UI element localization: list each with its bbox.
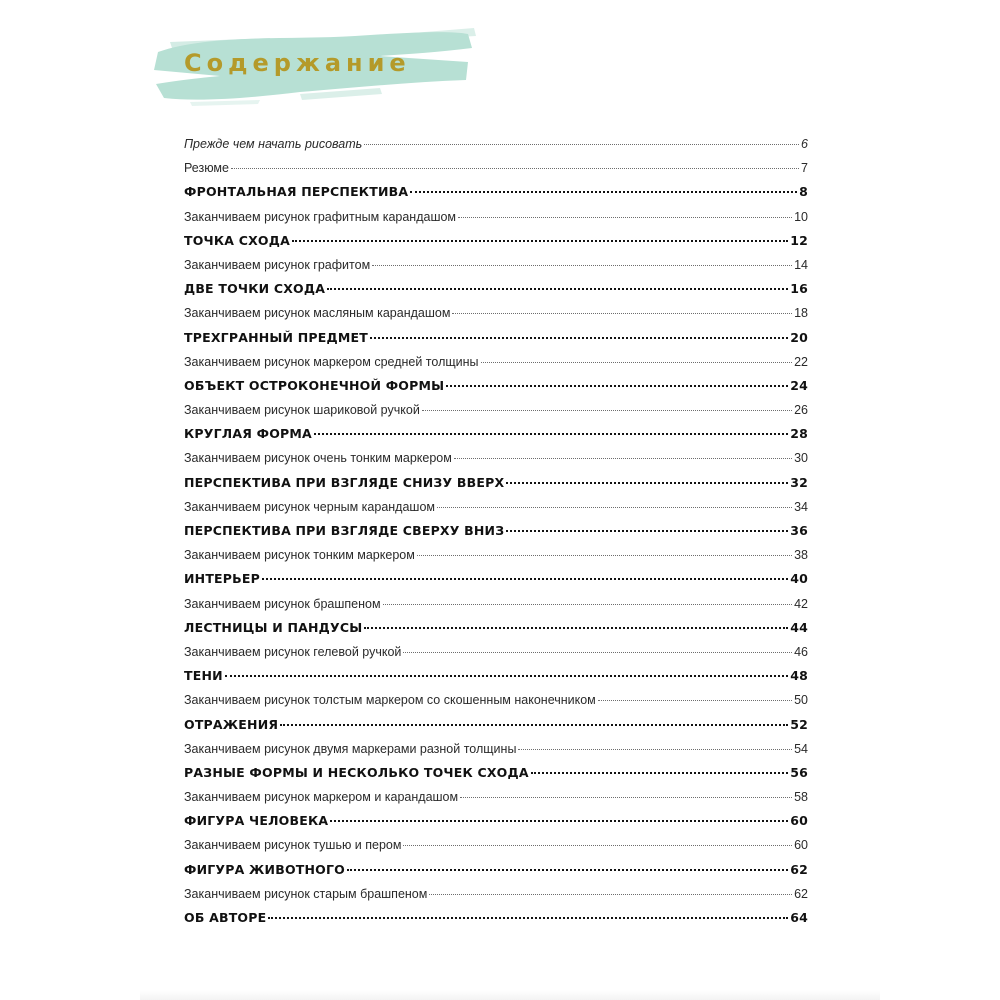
toc-entry-label: ТОЧКА СХОДА [184,232,290,248]
toc-page-number: 16 [790,281,808,297]
toc-chapter-entry [184,809,808,833]
toc-chapter-entry [184,471,808,495]
toc-entry-label: Заканчиваем рисунок графитным карандашом [184,209,457,224]
toc-entry-label: КРУГЛАЯ ФОРМА [184,426,312,442]
toc-dot-leader [327,287,788,290]
toc-subsection-entry [184,833,808,857]
toc-dot-leader [454,457,792,459]
toc-dot-leader [280,723,788,726]
toc-dot-leader [417,554,792,556]
toc-entry-label: Заканчиваем рисунок шариковой ручкой [184,403,420,418]
toc-page-number: 32 [790,474,808,490]
toc-entry-label: Заканчиваем рисунок тонким маркером [184,548,415,563]
toc-dot-leader [531,771,789,774]
toc-dot-leader [364,626,788,629]
toc-dot-leader [403,651,792,653]
toc-subsection-entry [184,785,808,809]
toc-entry-label: Заканчиваем рисунок старым брашпеном [184,886,428,901]
toc-page-number: 56 [790,764,808,780]
toc-dot-leader [437,506,792,508]
toc-chapter-entry [184,519,808,543]
toc-subsection-entry [184,398,808,422]
toc-page-number: 38 [794,548,808,563]
toc-chapter-entry [184,229,808,253]
toc-page-number: 44 [790,619,808,635]
toc-subsection-entry [184,543,808,567]
page-bottom-edge [140,990,880,1000]
toc-dot-leader [452,312,792,314]
toc-page-number: 10 [794,209,808,224]
toc-chapter-entry [184,906,808,930]
toc-subsection-entry [184,132,808,156]
toc-dot-leader [314,432,788,435]
toc-page-number: 36 [790,523,808,538]
toc-page-number: 60 [790,813,808,829]
toc-entry-label: ФРОНТАЛЬНАЯ ПЕРСПЕКТИВА [184,184,409,200]
toc-entry-label: Заканчиваем рисунок маркером и карандашом [184,790,459,805]
toc-page-number: 28 [790,426,808,442]
toc-page-number: 18 [794,306,808,321]
toc-dot-leader [292,239,788,242]
toc-dot-leader [372,264,792,266]
toc-page-number: 54 [794,741,808,756]
toc-dot-leader [347,868,788,871]
toc-entry-label: ФИГУРА ЖИВОТНОГО [184,861,345,877]
toc-page-number: 52 [790,716,808,732]
toc-entry-label: ТРЕХГРАННЫЙ ПРЕДМЕТ [184,329,368,345]
toc-chapter-entry [184,858,808,882]
toc-entry-label: ФИГУРА ЧЕЛОВЕКА [184,813,329,829]
toc-chapter-entry [184,180,808,204]
toc-subsection-entry [184,882,808,906]
toc-subsection-entry [184,350,808,374]
toc-page-number: 34 [794,499,808,514]
toc-dot-leader [458,216,792,218]
table-of-contents [184,132,808,930]
toc-chapter-entry [184,374,808,398]
toc-page-number: 46 [794,644,808,659]
toc-dot-leader [383,603,793,605]
toc-page-number: 42 [794,596,808,611]
toc-entry-label: Заканчиваем рисунок масляным карандашом [184,306,451,321]
toc-subsection-entry [184,253,808,277]
toc-chapter-entry [184,713,808,737]
toc-dot-leader [460,796,792,798]
toc-dot-leader [429,893,792,895]
toc-subsection-entry [184,156,808,180]
toc-chapter-entry [184,761,808,785]
toc-page-number: 62 [794,886,808,901]
toc-entry-label: ДВЕ ТОЧКИ СХОДА [184,281,326,297]
toc-subsection-entry [184,737,808,761]
toc-chapter-entry [184,277,808,301]
toc-entry-label: ОТРАЖЕНИЯ [184,716,279,732]
toc-page-number: 60 [794,838,808,853]
toc-page-number: 22 [794,354,808,369]
toc-dot-leader [364,143,799,145]
toc-page-number: 20 [790,329,808,345]
toc-page-number: 40 [790,571,808,587]
toc-page-number: 7 [801,161,808,176]
toc-dot-leader [403,844,792,846]
toc-entry-label: РАЗНЫЕ ФОРМЫ И НЕСКОЛЬКО ТОЧЕК СХОДА [184,764,529,780]
toc-dot-leader [481,361,793,363]
toc-entry-label: Прежде чем начать рисовать [184,137,363,151]
toc-subsection-entry [184,640,808,664]
toc-entry-label: ЛЕСТНИЦЫ И ПАНДУСЫ [184,619,363,635]
toc-dot-leader [410,190,797,193]
toc-page-number: 64 [790,910,808,925]
toc-dot-leader [506,481,788,484]
toc-page-number: 50 [794,693,808,708]
toc-entry-label: Резюме [184,161,229,176]
toc-chapter-entry [184,616,808,640]
toc-page-number: 48 [790,668,808,684]
toc-subsection-entry [184,688,808,712]
toc-chapter-entry [184,664,808,688]
toc-entry-label: ИНТЕРЬЕР [184,571,260,587]
toc-dot-leader [231,167,799,169]
toc-chapter-entry [184,567,808,591]
toc-entry-label: Заканчиваем рисунок маркером средней толщины [184,354,479,369]
toc-subsection-entry [184,446,808,470]
toc-page-number: 14 [794,257,808,272]
toc-dot-leader [446,384,788,387]
toc-subsection-entry [184,592,808,616]
toc-entry-label: ПЕРСПЕКТИВА ПРИ ВЗГЛЯДЕ СВЕРХУ ВНИЗ [184,523,505,538]
toc-entry-label: Заканчиваем рисунок тушью и пером [184,838,402,853]
toc-entry-label: Заканчиваем рисунок двумя маркерами разной толщины [184,741,517,756]
toc-dot-leader [598,699,792,701]
toc-entry-label: Заканчиваем рисунок толстым маркером со скошенным наконечником [184,693,596,708]
toc-entry-label: Заканчиваем рисунок брашпеном [184,596,381,611]
toc-dot-leader [506,529,788,532]
toc-entry-label: Заканчиваем рисунок очень тонким маркером [184,451,452,466]
toc-entry-label: ТЕНИ [184,668,223,684]
toc-subsection-entry [184,205,808,229]
toc-chapter-entry [184,422,808,446]
toc-page-number: 26 [794,403,808,418]
toc-entry-label: Заканчиваем рисунок графитом [184,257,371,272]
toc-dot-leader [268,916,788,919]
toc-entry-label: Заканчиваем рисунок гелевой ручкой [184,644,402,659]
toc-chapter-entry [184,326,808,350]
toc-entry-label: ОБ АВТОРЕ [184,910,267,925]
toc-page-number: 8 [799,184,808,200]
toc-entry-label: ПЕРСПЕКТИВА ПРИ ВЗГЛЯДЕ СНИЗУ ВВЕРХ [184,474,505,490]
toc-page-number: 58 [794,790,808,805]
toc-page-number: 30 [794,451,808,466]
toc-page-number: 62 [790,861,808,877]
toc-entry-label: ОБЪЕКТ ОСТРОКОНЕЧНОЙ ФОРМЫ [184,377,445,393]
toc-entry-label: Заканчиваем рисунок черным карандашом [184,499,435,514]
toc-dot-leader [518,748,792,750]
toc-subsection-entry [184,495,808,519]
toc-dot-leader [262,577,788,580]
toc-page-number: 12 [790,232,808,248]
toc-page-number: 6 [801,137,808,151]
toc-dot-leader [422,409,792,411]
toc-dot-leader [330,819,788,822]
toc-page-number: 24 [790,377,808,393]
toc-subsection-entry [184,301,808,325]
toc-dot-leader [370,336,788,339]
toc-dot-leader [225,674,788,677]
page-title: Содержание [184,49,411,77]
